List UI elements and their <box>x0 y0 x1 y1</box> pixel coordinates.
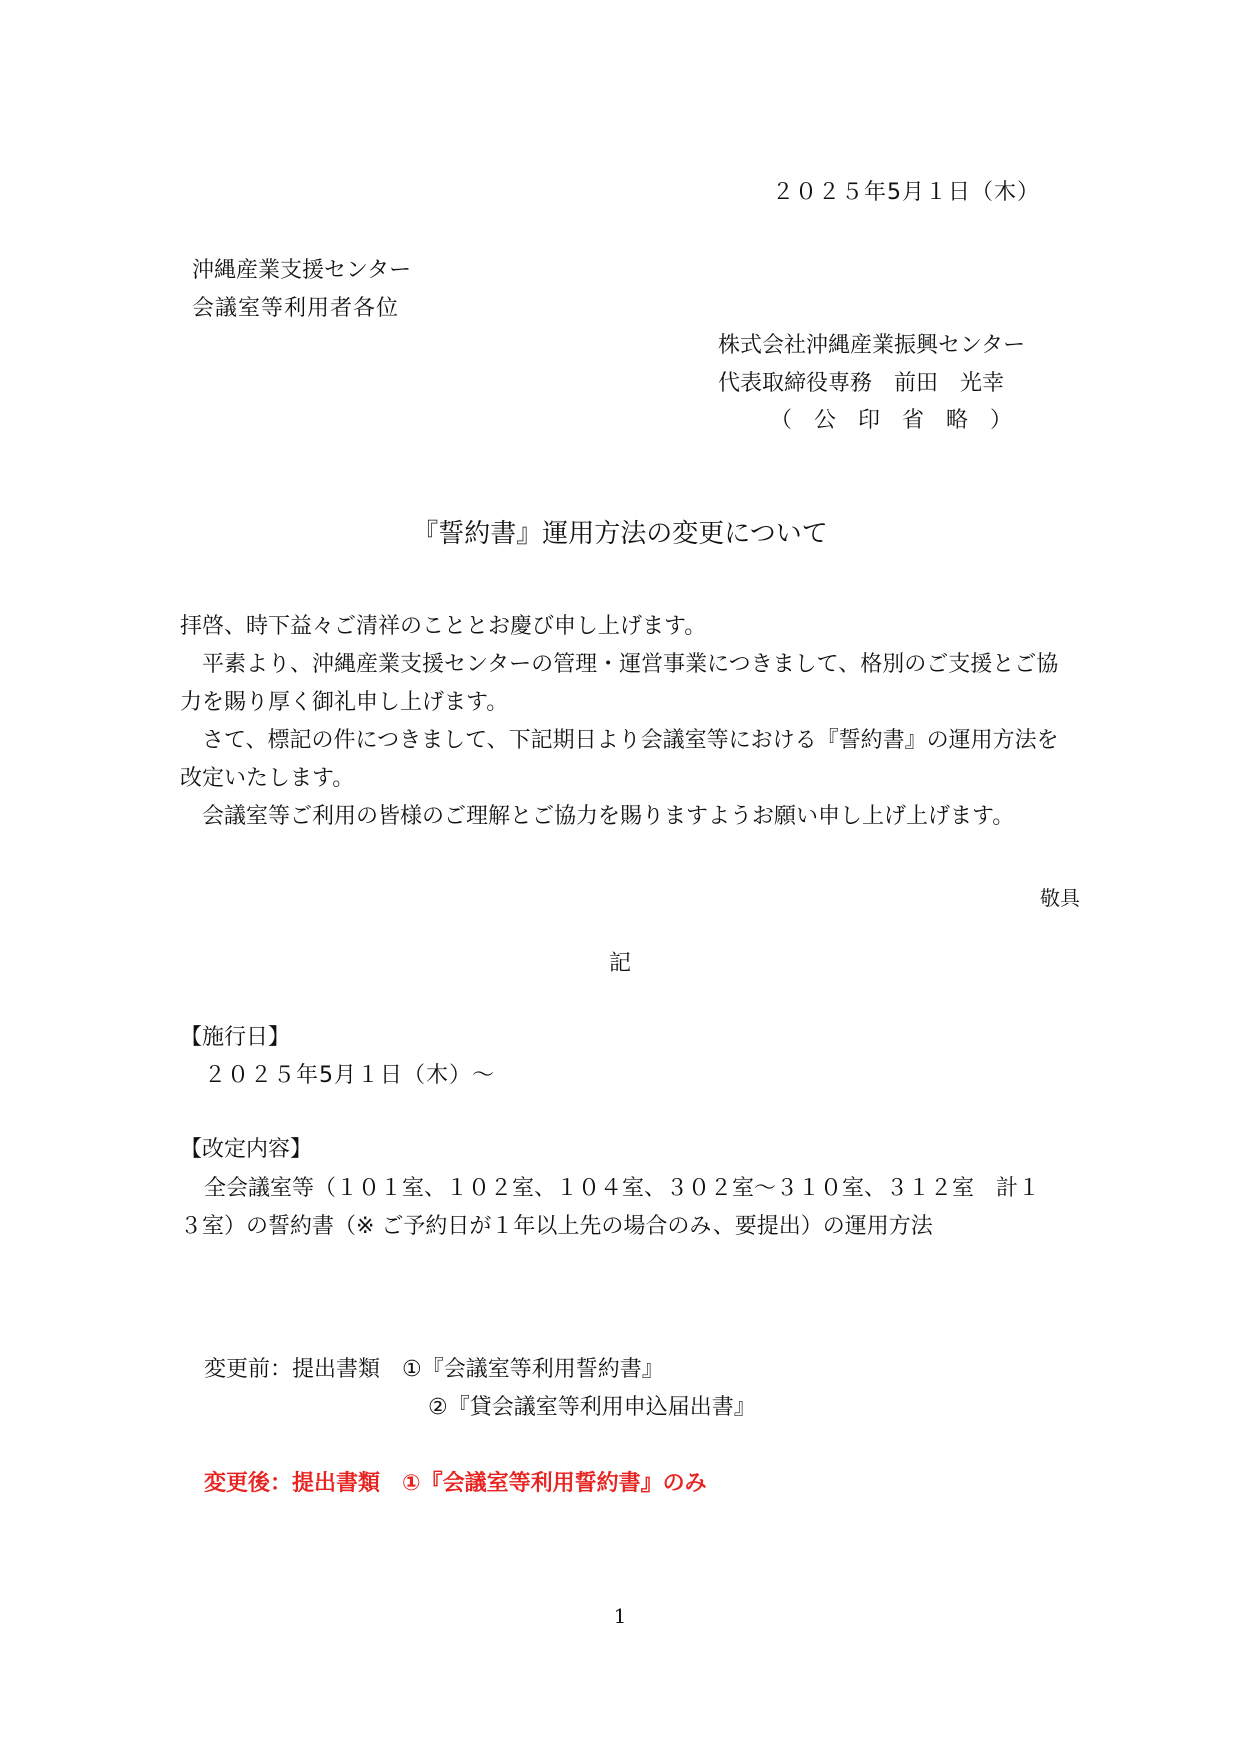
before-change-line-2: ②『貸会議室等利用申込届出書』 <box>428 1395 756 1420</box>
gratitude-paragraph: 平素より、沖縄産業支援センターの管理・運営事業につきまして、格別のご支援とご協力を賜り厚く御礼申し上げます。 <box>180 652 1059 715</box>
sender-representative: 代表取締役専務 前田 光幸 <box>718 371 1005 396</box>
recipient-organization: 沖縄産業支援センター <box>192 258 412 283</box>
revision-content <box>180 1170 1060 1246</box>
effective-date-heading: 【施行日】 <box>180 1025 291 1050</box>
sender-company: 株式会社沖縄産業振興センター <box>718 333 1026 358</box>
revision-text: 全会議室等（１０１室、１０２室、１０４室、３０２室～３１０室、３１２室 計１３室）の誓約書（※ ご予約日が１年以上先の場合のみ、要提出）の運用方法 <box>180 1176 1041 1239</box>
greeting-paragraph: 拝啓、時下益々ご清祥のこととお慶び申し上げます。 <box>180 614 707 639</box>
effective-date-value: ２０２５年5月１日（木）～ <box>204 1063 495 1088</box>
document-title: 『誓約書』運用方法の変更について <box>412 519 828 549</box>
recipient-addressees: 会議室等利用者各位 <box>192 296 400 321</box>
after-change-line: 変更後：提出書類 ①『会議室等利用誓約書』のみ <box>204 1471 707 1496</box>
page-number: 1 <box>613 1604 627 1628</box>
notice-paragraph: さて、標記の件につきまして、下記期日より会議室等における『誓約書』の運用方法を改定いたします。 <box>180 728 1059 791</box>
before-change-line-1: 変更前：提出書類 ①『会議室等利用誓約書』 <box>204 1357 664 1382</box>
request-paragraph: 会議室等ご利用の皆様のご理解とご協力を賜りますようお願い申し上げ上げます。 <box>180 804 1015 829</box>
closing-word: 敬具 <box>1040 886 1080 910</box>
revision-heading: 【改定内容】 <box>180 1137 313 1162</box>
document-date: ２０２５年5月１日（木） <box>772 180 1040 205</box>
seal-omitted-note: （ 公 印 省 略 ） <box>770 408 1013 433</box>
letter-body <box>180 608 1080 836</box>
ki-heading: 記 <box>608 951 631 976</box>
